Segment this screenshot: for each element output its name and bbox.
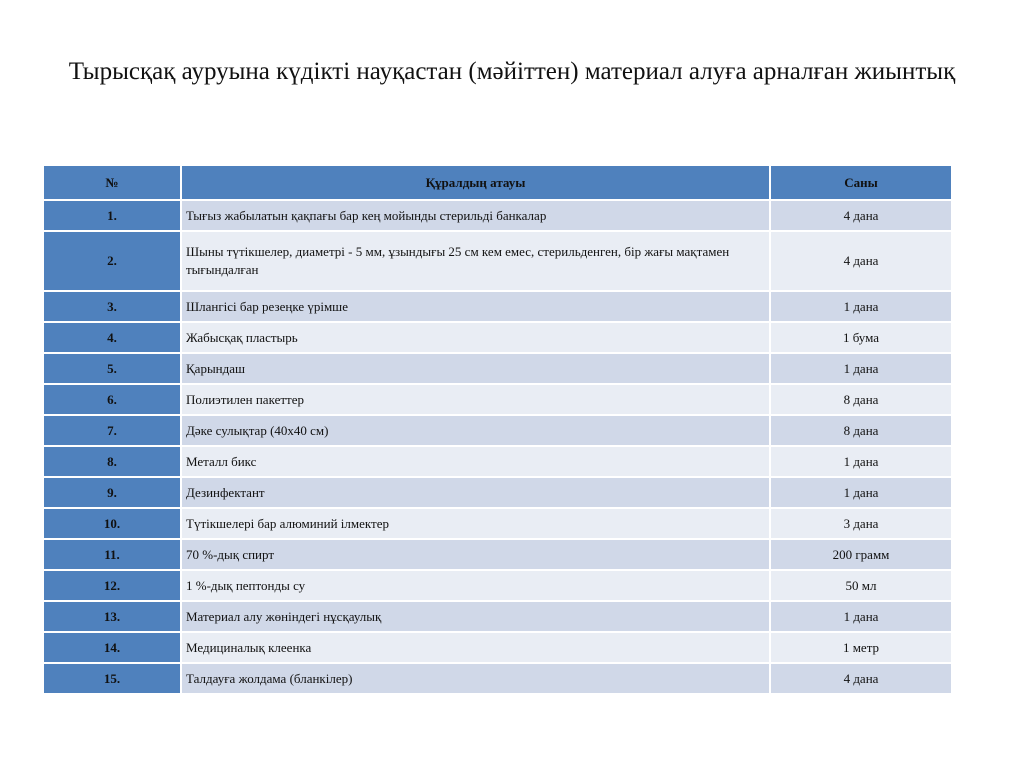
table-row xyxy=(43,415,952,446)
row-quantity: 4 дана xyxy=(770,663,952,694)
table-row xyxy=(43,663,952,694)
table-row xyxy=(43,601,952,632)
row-number: 14. xyxy=(43,632,181,663)
row-number: 8. xyxy=(43,446,181,477)
table-header-row xyxy=(43,165,952,200)
row-tool-name: Дәке сулықтар (40х40 см) xyxy=(181,415,770,446)
row-tool-name: Жабысқақ пластырь xyxy=(181,322,770,353)
row-number: 2. xyxy=(43,231,181,291)
table-row xyxy=(43,353,952,384)
row-quantity: 8 дана xyxy=(770,384,952,415)
row-quantity: 4 дана xyxy=(770,200,952,231)
table-row xyxy=(43,291,952,322)
row-tool-name: Тығыз жабылатын қақпағы бар кең мойынды стерильді банкалар xyxy=(181,200,770,231)
row-quantity: 3 дана xyxy=(770,508,952,539)
row-number: 12. xyxy=(43,570,181,601)
table-row xyxy=(43,570,952,601)
table-row xyxy=(43,231,952,291)
table-row xyxy=(43,508,952,539)
header-quantity: Саны xyxy=(770,165,952,200)
table-row xyxy=(43,446,952,477)
row-quantity: 8 дана xyxy=(770,415,952,446)
table-row xyxy=(43,477,952,508)
row-number: 15. xyxy=(43,663,181,694)
row-tool-name: Шыны түтікшелер, диаметрі - 5 мм, ұзындығы 25 см кем емес, стерильденген, бір жағы мақтамен тығындалған xyxy=(181,231,770,291)
row-quantity: 50 мл xyxy=(770,570,952,601)
row-quantity: 1 дана xyxy=(770,353,952,384)
row-tool-name: 1 %-дық пептонды су xyxy=(181,570,770,601)
row-quantity: 200 грамм xyxy=(770,539,952,570)
table-row xyxy=(43,384,952,415)
row-tool-name: Қарындаш xyxy=(181,353,770,384)
row-tool-name: Металл бикс xyxy=(181,446,770,477)
header-tool-name: Құралдың атауы xyxy=(181,165,770,200)
row-tool-name: Талдауға жолдама (бланкілер) xyxy=(181,663,770,694)
row-number: 4. xyxy=(43,322,181,353)
row-quantity: 1 дана xyxy=(770,601,952,632)
materials-table xyxy=(42,164,953,695)
row-tool-name: Шлангісі бар резеңке үрімше xyxy=(181,291,770,322)
table-row xyxy=(43,200,952,231)
row-tool-name: Материал алу жөніндегі нұсқаулық xyxy=(181,601,770,632)
row-quantity: 1 дана xyxy=(770,291,952,322)
row-number: 11. xyxy=(43,539,181,570)
row-number: 6. xyxy=(43,384,181,415)
row-quantity: 1 метр xyxy=(770,632,952,663)
row-tool-name: Түтікшелері бар алюминий ілмектер xyxy=(181,508,770,539)
table-row xyxy=(43,539,952,570)
row-tool-name: Медициналық клеенка xyxy=(181,632,770,663)
row-quantity: 1 дана xyxy=(770,446,952,477)
row-number: 10. xyxy=(43,508,181,539)
slide-title: Тырысқақ ауруына күдікті науқастан (мәйіттен) материал алуға арналған жиынтық xyxy=(68,58,956,85)
row-quantity: 4 дана xyxy=(770,231,952,291)
row-tool-name: Дезинфектант xyxy=(181,477,770,508)
row-quantity: 1 дана xyxy=(770,477,952,508)
row-tool-name: Полиэтилен пакеттер xyxy=(181,384,770,415)
row-number: 13. xyxy=(43,601,181,632)
row-number: 3. xyxy=(43,291,181,322)
row-tool-name: 70 %-дық спирт xyxy=(181,539,770,570)
header-number: № xyxy=(43,165,181,200)
row-number: 7. xyxy=(43,415,181,446)
row-quantity: 1 бума xyxy=(770,322,952,353)
table-row xyxy=(43,632,952,663)
row-number: 5. xyxy=(43,353,181,384)
row-number: 9. xyxy=(43,477,181,508)
table-row xyxy=(43,322,952,353)
row-number: 1. xyxy=(43,200,181,231)
